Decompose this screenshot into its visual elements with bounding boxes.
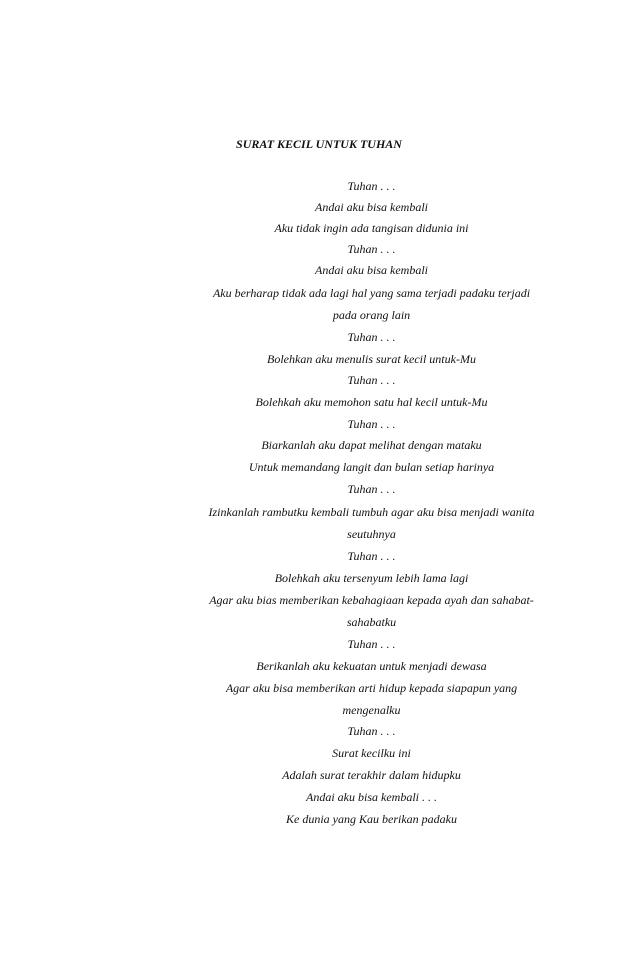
poem-line-4: Tuhan . . .	[347, 242, 396, 256]
poem-line-11: Bolehkah aku memohon satu hal kecil untuk-Mu	[255, 395, 488, 409]
poem-line-9: Bolehkan aku menulis surat kecil untuk-Mu	[267, 352, 476, 366]
poem-line-25: mengenalku	[342, 703, 401, 717]
poem-line-16: Izinkanlah rambutku kembali tumbuh agar aku bisa menjadi wanita	[208, 505, 535, 519]
poem-line-7: pada orang lain	[332, 308, 411, 322]
poem-line-18: Tuhan . . .	[347, 549, 396, 563]
poem-line-19: Bolehkah aku tersenyum lebih lama lagi	[274, 571, 469, 585]
poem-title: SURAT KECIL UNTUK TUHAN	[236, 137, 402, 151]
poem-line-1: Tuhan . . .	[347, 179, 396, 193]
poem-line-17: seutuhnya	[347, 527, 396, 541]
poem-line-15: Tuhan . . .	[347, 482, 396, 496]
poem-line-23: Berikanlah aku kekuatan untuk menjadi dewasa	[256, 659, 487, 673]
poem-line-6: Aku berharap tidak ada lagi hal yang sama terjadi padaku terjadi	[212, 286, 531, 300]
poem-line-5: Andai aku bisa kembali	[315, 263, 428, 277]
poem-line-22: Tuhan . . .	[347, 637, 396, 651]
poem-line-12: Tuhan . . .	[347, 417, 396, 431]
poem-line-3: Aku tidak ingin ada tangisan didunia ini	[274, 221, 469, 235]
poem-line-27: Surat kecilku ini	[332, 746, 411, 760]
poem-line-26: Tuhan . . .	[347, 724, 396, 738]
poem-line-30: Ke dunia yang Kau berikan padaku	[286, 812, 457, 826]
poem-line-24: Agar aku bisa memberikan arti hidup kepada siapapun yang	[225, 681, 518, 695]
poem-line-8: Tuhan . . .	[347, 330, 396, 344]
poem-line-28: Adalah surat terakhir dalam hidupku	[282, 768, 461, 782]
poem-line-14: Untuk memandang langit dan bulan setiap harinya	[248, 460, 495, 474]
poem-line-13: Biarkanlah aku dapat melihat dengan mataku	[261, 438, 482, 452]
poem-line-2: Andai aku bisa kembali	[315, 200, 428, 214]
poem-line-20: Agar aku bias memberikan kebahagiaan kepada ayah dan sahabat-	[209, 593, 534, 607]
poem-line-21: sahabatku	[346, 615, 397, 629]
poem-line-10: Tuhan . . .	[347, 373, 396, 387]
poem-line-29: Andai aku bisa kembali . . .	[306, 790, 437, 804]
